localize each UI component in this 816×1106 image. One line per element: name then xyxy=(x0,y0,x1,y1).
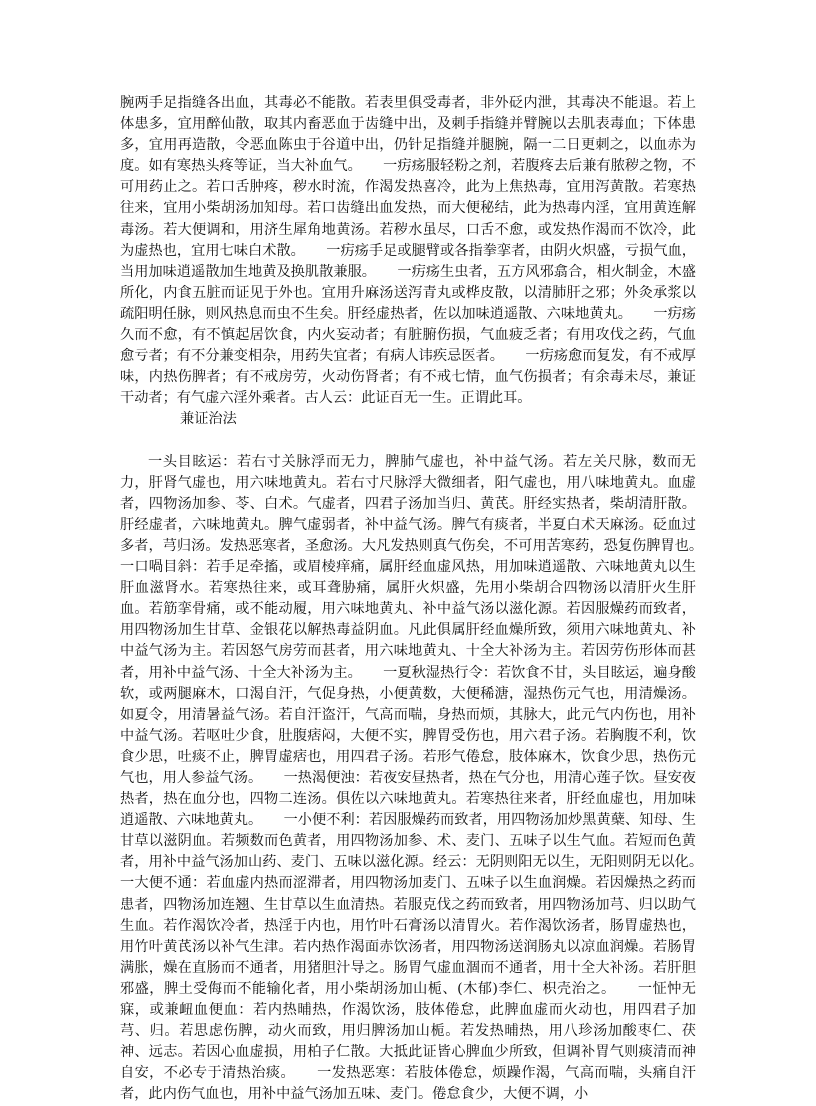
spacer xyxy=(120,431,696,452)
document-page xyxy=(120,93,725,1106)
body-paragraph-2: 一头目眩运：若右寸关脉浮而无力，脾肺气虚也，补中益气汤。若左关尺脉，数而无力，肝肾气虚也，用六味地黄丸。若右寸尺脉浮大微细者，阳气虚也，用八味地黄丸。血虚者，四物汤加参、苓、白术。气虚者，四君子汤加当归、黄芪。肝经实热者，柴胡清肝散。肝经虚者，六味地黄丸。脾气虚弱者，补中益气汤。脾气有痰者，半夏白术天麻汤。砭血过多者，芎归汤。发热恶寒者，圣愈汤。大凡发热则真气伤矣，不可用苦寒药，恐复伤脾胃也。 一口喎目斜：若手足牵搐，或眉棱痒痛，属肝经血虚风热，用加味逍遥散、六味地黄丸以生肝血滋肾水。若寒热往来，或耳聋胁痛，属肝火炽盛，先用小柴胡合四物汤以清肝火生肝血。若筋挛骨痛，或不能动履，用六味地黄丸、补中益气汤以滋化源。若因服燥药而致者，用四物汤加生甘草、金银花以解热毒益阴血。凡此俱属肝经血燥所致，须用六味地黄丸、补中益气汤为主。若因怒气房劳而甚者，用六味地黄丸、十全大补汤为主。若因劳伤形体而甚者，用补中益气汤、十全大补汤为主。 一夏秋湿热行令：若饮食不甘，头目眩运，遍身酸软，或两腿麻木，口渴自汗，气促身热，小便黄数，大便稀溏，湿热伤元气也，用清燥汤。如夏令，用清暑益气汤。若自汗盗汗，气高而喘，身热而烦，其脉大，此元气内伤也，用补中益气汤。若呕吐少食，肚腹痞闷，大便不实，脾胃受伤也，用六君子汤。若胸腹不利，饮食少思，吐痰不止，脾胃虚痞也，用四君子汤。若形气倦怠，肢体麻木，饮食少思，热伤元气也，用人参益气汤。 一热渴便浊：若夜安昼热者，热在气分也，用清心莲子饮。昼安夜热者，热在血分也，四物二连汤。俱佐以六味地黄丸。若寒热往来者，肝经血虚也，用加味逍遥散、六味地黄丸。 一小便不利：若因服燥药而致者，用四物汤加炒黑黄蘖、知母、生甘草以滋阴血。若频数而色黄者，用四物汤加参、术、麦门、五味子以生气血。若短而色黄者，用补中益气汤加山药、麦门、五味以滋化源。经云：无阴则阳无以生，无阳则阴无以化。 一大便不通：若血虚内热而涩滞者，用四物汤加麦门、五味子以生血润燥。若因燥热之药而患者，四物汤加连翘、生甘草以生血清热。若服克伐之药而致者，用四物汤加芎、归以助气生血。若作渴饮冷者，热淫于内也，用竹叶石膏汤以清胃火。若作渴饮汤者，肠胃虚热也，用竹叶黄芪汤以补气生津。若内热作渴面赤饮汤者，用四物汤送润肠丸以凉血润燥。若肠胃满胀，燥在直肠而不通者，用猪胆汁导之。肠胃气虚血涸而不通者，用十全大补汤。若肝胆邪盛，脾土受侮而不能输化者，用小柴胡汤加山栀、(木郁)李仁、枳壳治之。 一怔忡无寐，或兼衄血便血：若内热晡热，作渴饮汤，肢体倦怠，此脾血虚而火动也，用四君子加芎、归。若思虑伤脾，动火而致，用归脾汤加山栀。若发热晡热，用八珍汤加酸枣仁、茯神、远志。若因心血虚损，用柏子仁散。大抵此证皆心脾血少所致，但调补胃气则痰清而神自安，不必专于清热治痰。 一发热恶寒：若肢体倦怠，烦躁作渴，气高而喘，头痛自汗者，此内伤气血也，用补中益气汤加五味、麦门。倦怠食少，大便不调，小 xyxy=(120,453,725,1103)
body-paragraph-1: 腕两手足指缝各出血，其毒必不能散。若表里俱受毒者，非外砭内泄，其毒决不能退。若上体患多，宜用醉仙散，取其内畜恶血于齿缝中出，及刺手指缝并臂腕以去肌表毒血；下体患多，宜用再造散，令恶血陈虫于谷道中出，仍针足指缝并腿腕，隔一二日更刺之，以血赤为度。如有寒热头疼等证，当大补血气。 一疠疡服轻粉之剂，若腹疼去后兼有脓秽之物，不可用药止之。若口舌肿疼，秽水时流，作渴发热喜冷，此为上焦热毒，宜用泻黄散。若寒热往来，宜用小柴胡汤加知母。若口齿缝出血发热，而大便秘结，此为热毒内淫，宜用黄连解毒汤。若大便调和，用济生犀角地黄汤。若秽水虽尽，口舌不愈，或发热作渴而不饮冷，此为虚热也，宜用七味白术散。 一疠疡手足或腿臂或各指拳挛者，由阴火炽盛，亏损气血，当用加味逍遥散加生地黄及换肌散兼服。 一疠疡生虫者，五方风邪翕合，相火制金，木盛所化，内食五脏而证见于外也。宜用升麻汤送泻青丸或桦皮散，以清肺肝之邪；外灸承浆以疏阳明任脉，则风热息而虫不生矣。肝经虚热者，佐以加味逍遥散、六味地黄丸。 一疠疡久而不愈，有不慎起居饮食，内火妄动者；有脏腑伤损，气血疲乏者；有用攻伐之药，气血愈亏者；有不分兼变相杂，用药失宜者；有病人讳疾忌医者。 一疠疡愈而复发，有不戒厚味，内热伤脾者；有不戒房劳，火动伤肾者；有不戒七情，血气伤损者；有余毒未尽，兼证干动者；有气虚六淫外乘者。古人云：此证百无一生。正谓此耳。 xyxy=(120,95,696,407)
section-heading: 兼证治法 xyxy=(180,411,237,428)
